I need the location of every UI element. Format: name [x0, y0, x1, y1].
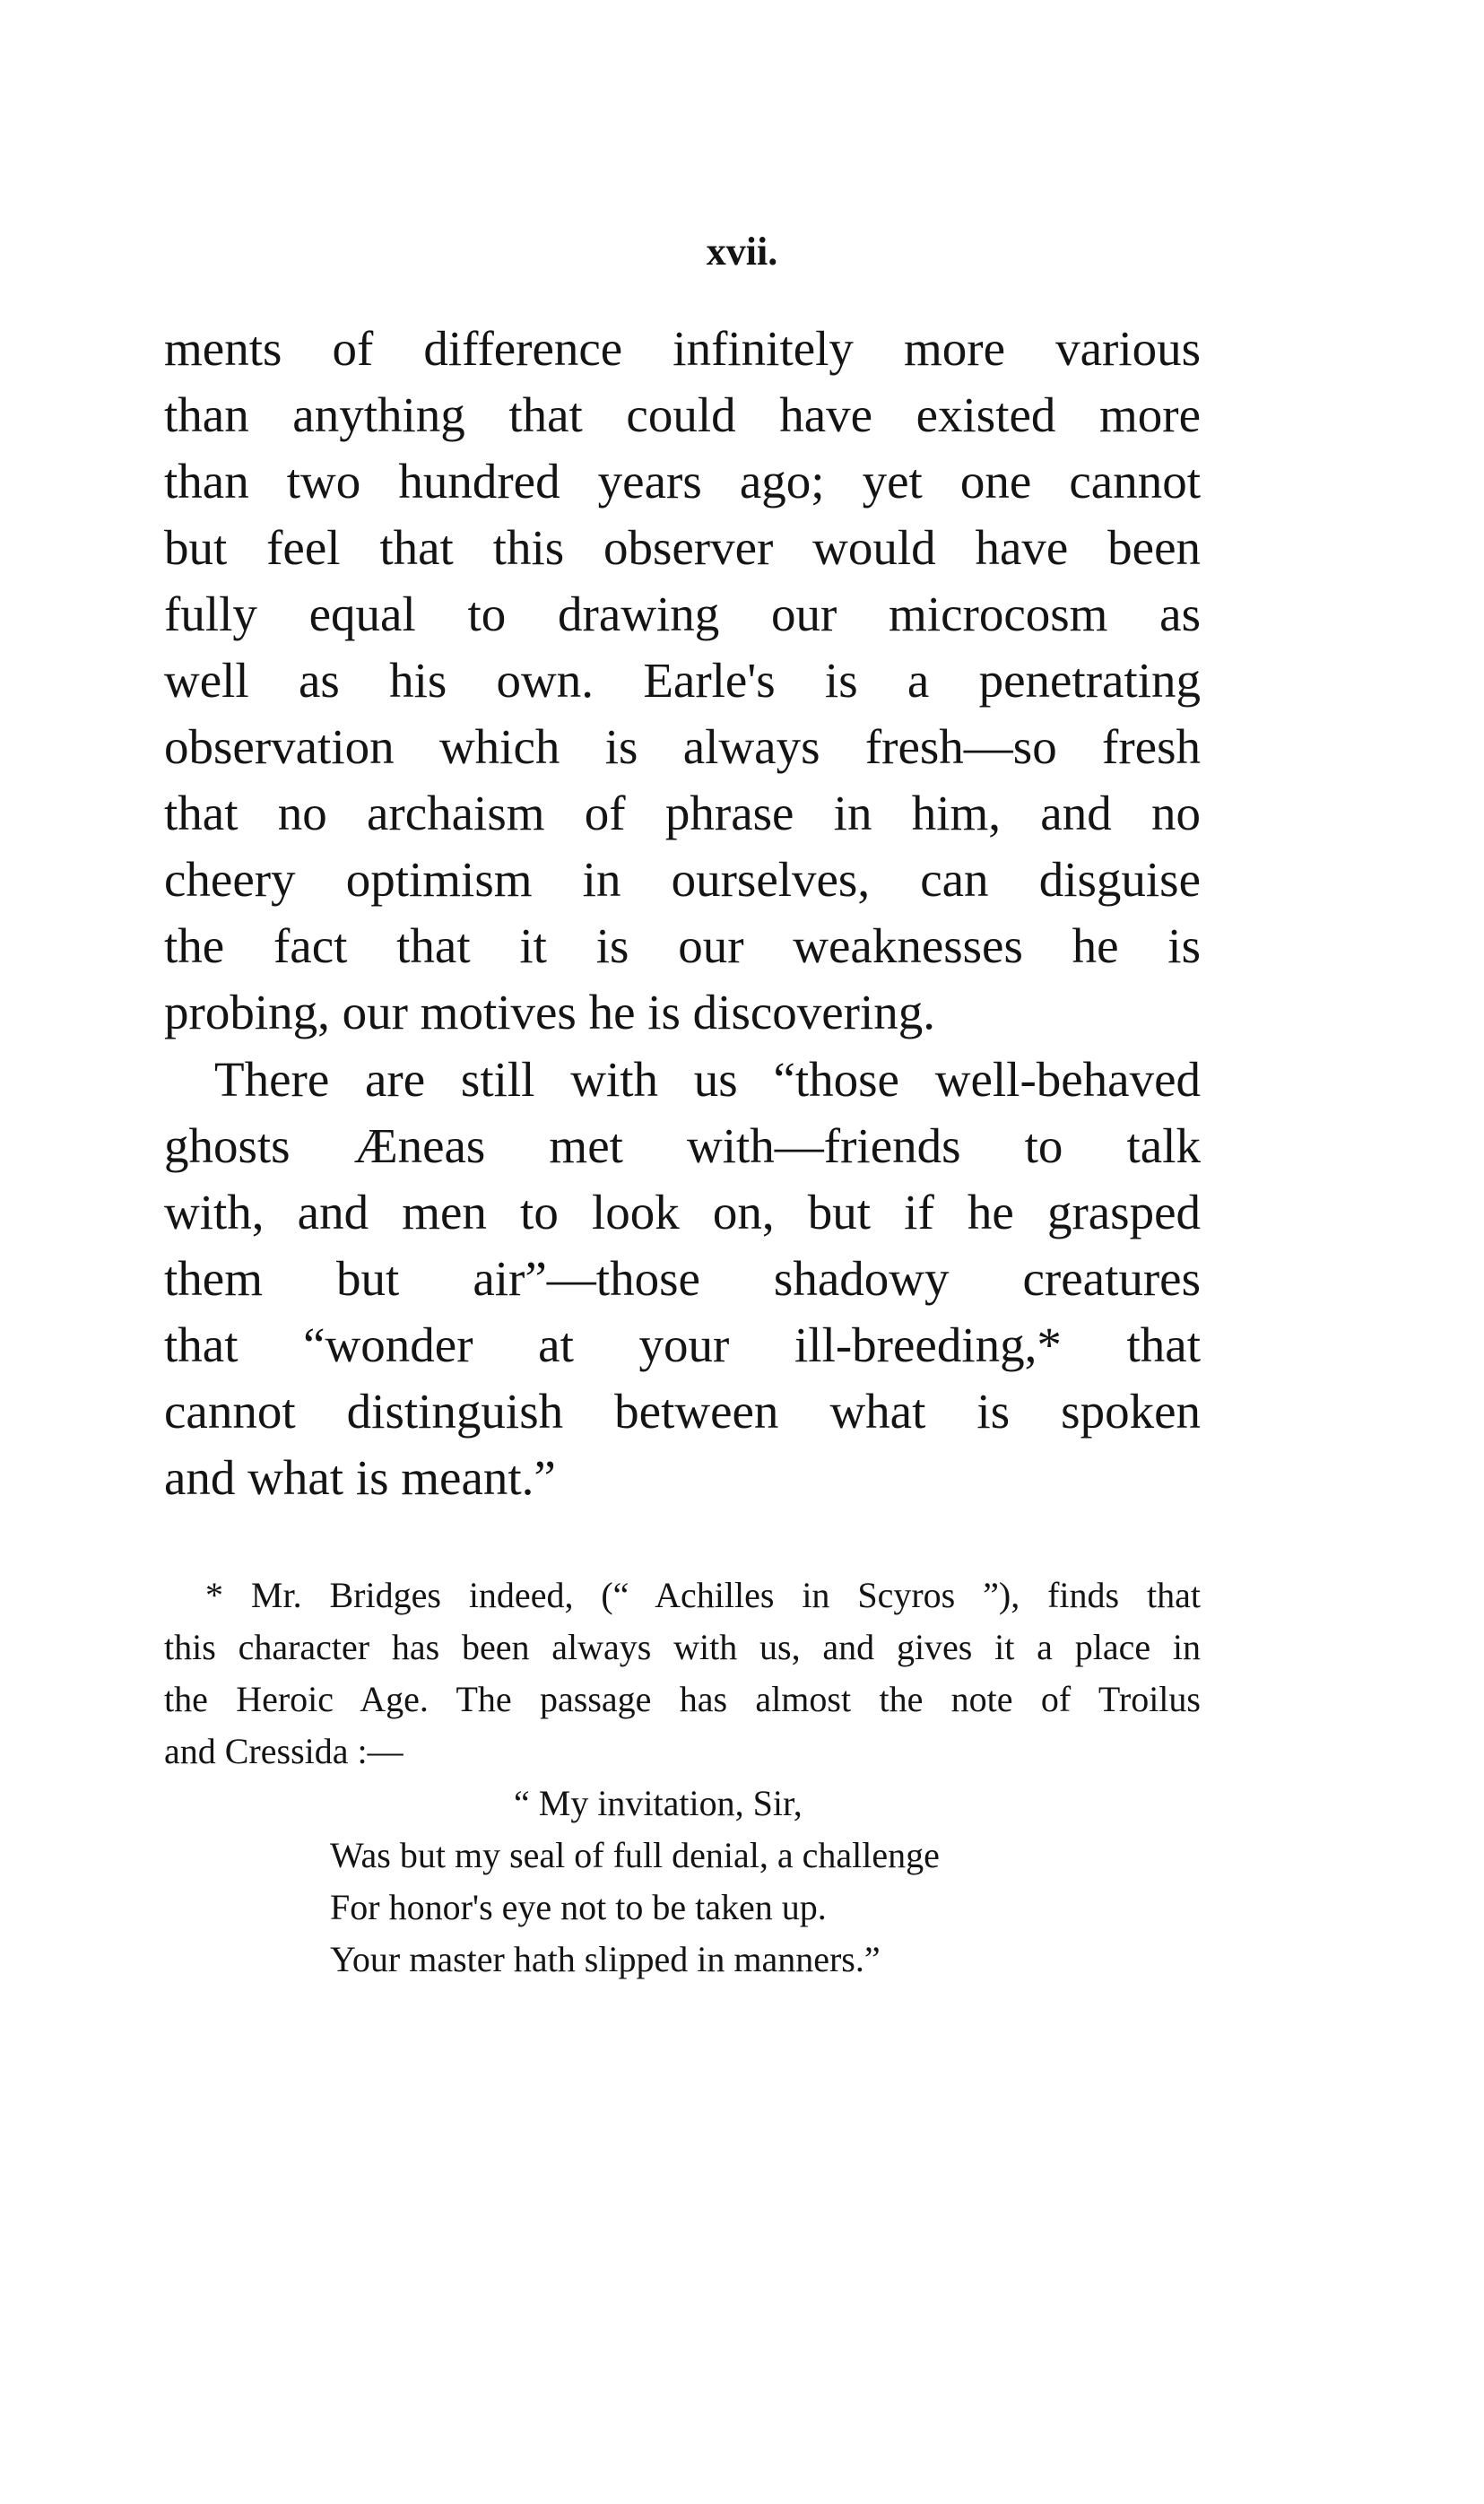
text-line: observation which is always fresh—so fresh	[164, 719, 1201, 774]
text-line: There are still with us “those well-behaved	[214, 1052, 1201, 1107]
footnote-line: and Cressida :—	[164, 1731, 404, 1771]
text-line: probing, our motives he is discovering.	[164, 985, 936, 1039]
text-line: that no archaism of phrase in him, and no	[164, 786, 1201, 840]
footnote	[164, 1569, 1201, 1778]
text-line: ments of difference infinitely more various	[164, 321, 1201, 376]
text-line: fully equal to drawing our microcosm as	[164, 587, 1201, 641]
text-line: that “wonder at your ill-breeding,* that	[164, 1317, 1201, 1372]
footnote-line: the Heroic Age. The passage has almost the note of Troilus	[164, 1679, 1201, 1719]
text-line: but feel that this observer would have been	[164, 520, 1201, 575]
text-line: the fact that it is our weaknesses he is	[164, 918, 1201, 973]
footnote-verse-quote	[330, 1778, 1137, 1986]
paragraph-2	[164, 1047, 1201, 1511]
text-line: them but air”—those shadowy creatures	[164, 1251, 1201, 1306]
verse-line: Was but my seal of full denial, a challenge	[330, 1835, 940, 1875]
text-line: than anything that could have existed more	[164, 387, 1201, 442]
text-line: cheery optimism in ourselves, can disguise	[164, 852, 1201, 907]
verse-line: For honor's eye not to be taken up.	[330, 1887, 827, 1927]
text-line: ghosts Æneas met with—friends to talk	[164, 1118, 1201, 1173]
paragraph-1	[164, 316, 1201, 1046]
text-line: with, and men to look on, but if he grasped	[164, 1185, 1201, 1239]
footnote-line: * Mr. Bridges indeed, (“ Achilles in Scyros ”), finds that	[205, 1575, 1201, 1615]
text-line: and what is meant.”	[164, 1450, 556, 1505]
text-line: than two hundred years ago; yet one cannot	[164, 454, 1201, 509]
verse-line: “ My invitation, Sir,	[514, 1783, 803, 1823]
text-line: cannot distinguish between what is spoken	[164, 1384, 1201, 1439]
text-line: well as his own. Earle's is a penetrating	[164, 653, 1201, 708]
page-number: xvii.	[706, 230, 778, 274]
footnote-line: this character has been always with us, and gives it a place in	[164, 1627, 1201, 1667]
verse-line: Your master hath slipped in manners.”	[330, 1939, 881, 1979]
